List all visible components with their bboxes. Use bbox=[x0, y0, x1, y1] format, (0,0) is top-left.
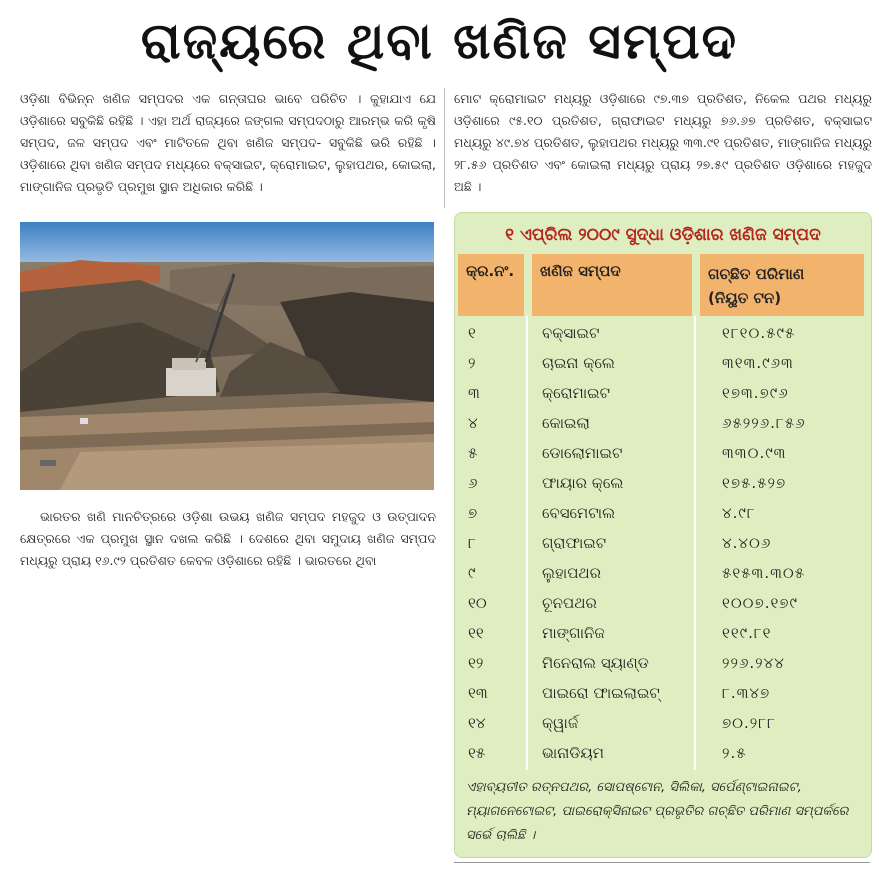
row-mineral: ଚୂନପଥର bbox=[542, 594, 597, 612]
column-header-mineral-label: ଖଣିଜ ସମ୍ପଦ bbox=[540, 262, 621, 280]
row-serial: ୫ bbox=[468, 444, 478, 462]
row-reserve: ୪.୪୦୬ bbox=[722, 534, 772, 552]
article-paragraph-india-share: ଭାରତର ଖଣି ମାନଚିତ୍ରରେ ଓଡ଼ିଶା ଉଭୟ ଖଣିଜ ସମ୍ପଦ ମହଜୁଦ ଓ ଉତ୍ପାଦନ କ୍ଷେତ୍ରରେ ଏକ ପ୍ରମୁଖ ସ୍ଥାନ ଦଖଲ କରିଛି । ଦେଶରେ ଥିବା ସମୁଦାୟ ଖଣିଜ ସମ୍ପଦ ମଧ୍ୟରୁ ପ୍ରାୟ ୧୬.୯୨ ପ୍ରତିଶତ କେବଳ ଓଡ଼ିଶାରେ ରହିଛି । ଭାରତରେ ଥିବା bbox=[20, 509, 436, 568]
table-row bbox=[454, 438, 870, 468]
row-reserve: ୧୭୫.୫୨୭ bbox=[722, 474, 787, 492]
headline: ରାଜ୍ୟରେ ଥିବା ଖଣିଜ ସମ୍ପଦ bbox=[140, 12, 739, 70]
column-header-serial-label: କ୍ର.ନଂ. bbox=[466, 262, 515, 280]
row-reserve: ୭୦.୨୮୮ bbox=[722, 714, 776, 732]
table-row bbox=[454, 708, 870, 738]
article-paragraph-percentages: ମୋଟ କ୍ରୋମାଇଟ ମଧ୍ୟରୁ ଓଡ଼ିଶାରେ ୯୭.୩୭ ପ୍ରତିଶତ, ନିକେଲ ପଥର ମଧ୍ୟରୁ ଓଡ଼ିଶାରେ ୯୫.୧୦ ପ୍ରତିଶତ, ଗ୍ରାଫାଇଟ ମଧ୍ୟରୁ ୭୬.୬୭ ପ୍ରତିଶତ, ବକ୍ସାଇଟ ମଧ୍ୟରୁ ୪୯.୭୪ ପ୍ରତିଶତ, ଲୁହାପଥର ମଧ୍ୟରୁ ୩୩.୯୧ ପ୍ରତିଶତ, ମାଙ୍ଗାନିଜ ମଧ୍ୟରୁ ୨୮.୫୬ ପ୍ରତିଶତ ଏବଂ କୋଇଲା ମଧ୍ୟରୁ ପ୍ରାୟ ୨୭.୫୯ ପ୍ରତିଶତ ଓଡ଼ିଶାରେ ମହଜୁଦ ଅଛି । bbox=[454, 91, 872, 194]
row-mineral: ଗ୍ରାଫାଇଟ bbox=[542, 534, 607, 552]
row-mineral: ମିନେରାଲ ସ୍ୟାଣ୍ଡ bbox=[542, 654, 649, 672]
table-row bbox=[454, 318, 870, 348]
row-mineral: ଭାନାଡିୟମ bbox=[542, 744, 604, 762]
row-mineral: କ୍ୱାର୍ଜ bbox=[542, 714, 579, 732]
row-mineral: ବେସମେଟାଲ bbox=[542, 504, 616, 522]
table-row bbox=[454, 498, 870, 528]
row-serial: ୬ bbox=[468, 474, 478, 492]
row-serial: ୧ bbox=[468, 324, 476, 342]
row-mineral: କୋଇଲା bbox=[542, 414, 590, 432]
table-row bbox=[454, 468, 870, 498]
table-body bbox=[454, 318, 870, 768]
row-mineral: ଫାୟାର କ୍ଲେ bbox=[542, 474, 624, 492]
table-row bbox=[454, 588, 870, 618]
table-row bbox=[454, 558, 870, 588]
row-mineral: ପାଇରୋ ଫାଇଲାଇଟ୍ bbox=[542, 684, 660, 702]
row-serial: ୧୧ bbox=[468, 624, 484, 642]
bottom-divider bbox=[454, 862, 870, 863]
row-serial: ୧୨ bbox=[468, 654, 484, 672]
row-mineral: ଲୁହାପଥର bbox=[542, 564, 602, 582]
article-paragraph-intro: ଓଡ଼ିଶା ବିଭିନ୍ନ ଖଣିଜ ସମ୍ପଦର ଏକ ଗନ୍ତାଘର ଭାବେ ପରିଚିତ । କୁହାଯାଏ ଯେ ଓଡ଼ିଶାରେ ସବୁକିଛି ରହିଛି । ଏହା ଅର୍ଥ ରାଜ୍ୟରେ ଜଙ୍ଗଲ ସମ୍ପଦଠାରୁ ଆରମ୍ଭ କରି କୃଷି ସମ୍ପଦ, ଜଳ ସମ୍ପଦ ଏବଂ ମାଟିତଳେ ଥିବା ଖଣିଜ ସମ୍ପଦ- ସବୁକିଛି ଭରି ରହିଛି । ଓଡ଼ିଶାରେ ଥିବା ଖଣିଜ ସମ୍ପଦ ମଧ୍ୟରେ ବକ୍ସାଇଟ, କ୍ରୋମାଇଟ, ଲୁହାପଥର, କୋଇଲା, ମାଙ୍ଗାନିଜ ପ୍ରଭୃତି ପ୍ରମୁଖ ସ୍ଥାନ ଅଧିକାର କରିଛି । bbox=[20, 91, 436, 194]
row-reserve: ୮.୩୪୭ bbox=[722, 684, 771, 702]
row-reserve: ୩୧୩.୯୬୩ bbox=[722, 354, 794, 372]
column-header-serial bbox=[458, 254, 524, 316]
row-reserve: ୩୩୦.୯୩ bbox=[722, 444, 787, 462]
table-row bbox=[454, 348, 870, 378]
row-serial: ୧୩ bbox=[468, 684, 488, 702]
table-title: ୧ ଏପ୍ରିଲ ୨୦୦୯ ସୁଦ୍ଧା ଓଡ଼ିଶାର ଖଣିଜ ସମ୍ପଦ bbox=[505, 225, 821, 245]
row-reserve: ୧୦୦୭.୧୭୯ bbox=[722, 594, 798, 612]
table-row bbox=[454, 378, 870, 408]
row-reserve: ୬୫୨୨୬.୮୫୬ bbox=[722, 414, 806, 432]
table-row bbox=[454, 738, 870, 768]
row-serial: ୮ bbox=[468, 534, 476, 552]
table-row bbox=[454, 648, 870, 678]
column-divider bbox=[444, 88, 445, 208]
column-header-reserve bbox=[700, 254, 864, 316]
row-mineral: ବକ୍ସାଇଟ bbox=[542, 324, 600, 342]
row-mineral: କ୍ରୋମାଇଟ bbox=[542, 384, 611, 402]
table-row bbox=[454, 678, 870, 708]
reserve-header-line2: (ନିୟୁତ ଟନ) bbox=[708, 289, 782, 307]
row-serial: ୪ bbox=[468, 414, 478, 432]
row-reserve: ୧୧୯.୮୧ bbox=[722, 624, 772, 642]
table-row bbox=[454, 618, 870, 648]
row-serial: ୧୪ bbox=[468, 714, 486, 732]
reserve-header-line1: ଗଚ୍ଛିତ ପରିମାଣ bbox=[708, 265, 805, 283]
row-reserve: ୧୮୧୦.୫୯୫ bbox=[722, 324, 796, 342]
row-serial: ୯ bbox=[468, 564, 476, 582]
column-header-reserve-label bbox=[708, 262, 804, 310]
row-reserve: ୨୨୬.୨୪୪ bbox=[722, 654, 785, 672]
row-mineral: ଚାଇନା କ୍ଲେ bbox=[542, 354, 615, 372]
row-serial: ୭ bbox=[468, 504, 478, 522]
row-mineral: ମାଙ୍ଗାନିଜ bbox=[542, 624, 605, 642]
table-row bbox=[454, 408, 870, 438]
column-header-mineral bbox=[532, 254, 692, 316]
row-reserve: ୧୭୩.୭୯୬ bbox=[722, 384, 789, 402]
row-mineral: ଡୋଲୋମାଇଟ bbox=[542, 444, 623, 462]
row-serial: ୧୫ bbox=[468, 744, 486, 762]
row-reserve: ୨.୫ bbox=[722, 744, 747, 762]
mining-photo bbox=[20, 222, 434, 490]
row-serial: ୨ bbox=[468, 354, 476, 372]
table-row bbox=[454, 528, 870, 558]
row-serial: ୧୦ bbox=[468, 594, 487, 612]
row-serial: ୩ bbox=[468, 384, 480, 402]
table-footnote: ଏହାବ୍ୟତୀତ ରତ୍ନପଥର, ସୋପଷ୍ଟୋନ, ସିଲିକା, ସର୍ପେଣ୍ଟାଇନାଇଟ, ମ୍ୟାଗନେଟୋଇଟ, ପାଇରୋକ୍ସିନାଇଟ ପ୍ରଭୃତିର ଗଚ୍ଛିତ ପରିମାଣ ସମ୍ପର୍କରେ ସର୍ଭେ ଚାଲିଛି । bbox=[466, 780, 849, 843]
row-reserve: ୪.୯୮ bbox=[722, 504, 756, 522]
row-reserve: ୫୧୫୩.୩୦୫ bbox=[722, 564, 806, 582]
